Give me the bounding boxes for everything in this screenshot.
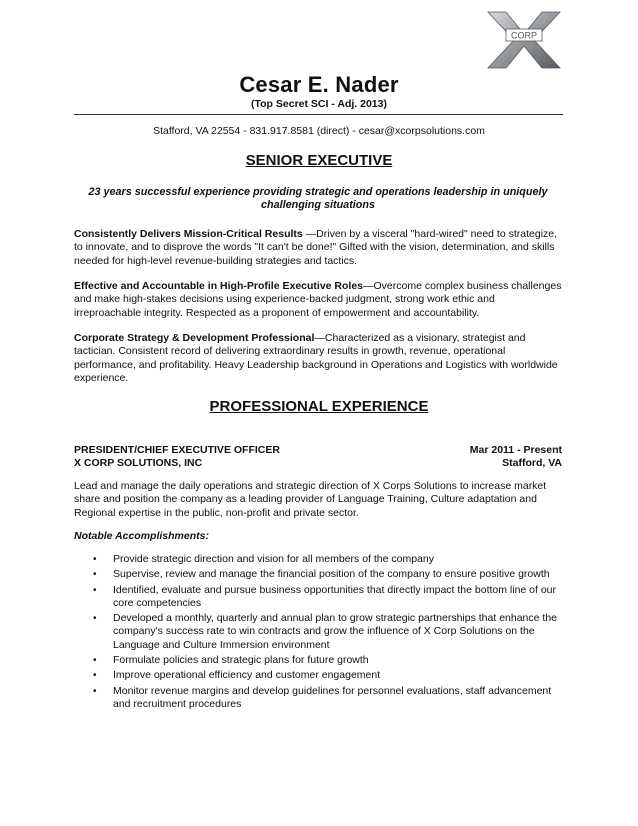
section-heading-senior-executive: SENIOR EXECUTIVE bbox=[245, 152, 393, 169]
list-item: • Identified, evaluate and pursue business opportunities that directly impact the bottom line of our core competencies bbox=[93, 583, 557, 609]
security-clearance: (Top Secret SCI - Adj. 2013) bbox=[251, 98, 387, 110]
summary-item-title: Consistently Delivers Mission-Critical Results bbox=[74, 228, 303, 240]
job-dates: Mar 2011 - Present bbox=[469, 444, 562, 456]
summary-item bbox=[74, 332, 564, 385]
notable-accomplishments-label: Notable Accomplishments: bbox=[74, 530, 209, 542]
summary-item-title: Corporate Strategy & Development Professional bbox=[74, 332, 315, 344]
bullet-icon: • bbox=[93, 685, 97, 697]
accomplishments-list bbox=[74, 553, 564, 713]
summary-item-text: —Overcome complex business challenges and make high-stakes decisions using experience-backed judgment, strong work ethic and irreproachable integrity. Respected as a proponent of empowerment and accountability. bbox=[74, 280, 562, 319]
x-corp-logo bbox=[486, 10, 562, 70]
summary-item-title: Effective and Accountable in High-Profile Executive Roles bbox=[74, 280, 364, 292]
job-title: PRESIDENT/CHIEF EXECUTIVE OFFICER bbox=[74, 444, 280, 456]
contact-line: Stafford, VA 22554 - 831.917.8581 (direct) - cesar@xcorpsolutions.com bbox=[153, 125, 485, 137]
summary-item-text: —Driven by a visceral "hard-wired" need to strategize, to innovate, and to disprove the words "It can't be done!" Gifted with the vision, determination, and skills needed for high-level revenue-building strategies and tactics. bbox=[74, 228, 558, 267]
job-description: Lead and manage the daily operations and strategic direction of X Corps Solutions to increase market share and position the company as a leading provider of Language Training, Culture adaptation and Regional expertise in the public, non-profit and private sector. bbox=[74, 480, 547, 519]
job-location: Stafford, VA bbox=[502, 457, 562, 469]
section-heading-professional-experience: PROFESSIONAL EXPERIENCE bbox=[209, 398, 429, 415]
header-divider bbox=[74, 114, 563, 115]
job-company: X CORP SOLUTIONS, INC bbox=[74, 457, 203, 469]
logo-text: CORP bbox=[510, 30, 538, 41]
job-company-row bbox=[74, 457, 562, 469]
bullet-icon: • bbox=[93, 554, 97, 565]
list-item: • Developed a monthly, quarterly and annual plan to grow strategic partnerships that enhance the company's success rate to win contracts and grow the influence of X Corp Solutions on the Language and Culture Immersion environment bbox=[93, 612, 557, 651]
list-item: • Monitor revenue margins and develop guidelines for personnel evaluations, staff advancement and recruitment procedures bbox=[93, 684, 552, 710]
bullet-icon: • bbox=[93, 569, 97, 581]
list-item: • Provide strategic direction and vision for all members of the company bbox=[93, 553, 434, 565]
summary-item-text: —Characterized as a visionary, strategist and tactician. Consistent record of delivering extraordinary results in growth, revenue, operational performance, and profitability. Heavy Leadership background in Operations and Logistics with worldwide experience. bbox=[74, 332, 558, 384]
bullet-icon: • bbox=[93, 670, 97, 682]
list-item: • Improve operational efficiency and customer engagement bbox=[93, 669, 381, 682]
bullet-icon: • bbox=[93, 613, 97, 625]
summary-item bbox=[74, 280, 564, 320]
job-title-row bbox=[74, 444, 562, 456]
candidate-name: Cesar E. Nader bbox=[239, 72, 399, 97]
summary-tagline: 23 years successful experience providing strategic and operations leadership in uniquely challenging situations bbox=[88, 186, 548, 211]
bullet-icon: • bbox=[93, 584, 97, 596]
list-item: • Formulate policies and strategic plans for future growth bbox=[93, 654, 369, 667]
summary-item bbox=[74, 228, 564, 268]
bullet-icon: • bbox=[93, 655, 97, 667]
list-item: • Supervise, review and manage the financial position of the company to ensure positive growth bbox=[93, 568, 550, 581]
